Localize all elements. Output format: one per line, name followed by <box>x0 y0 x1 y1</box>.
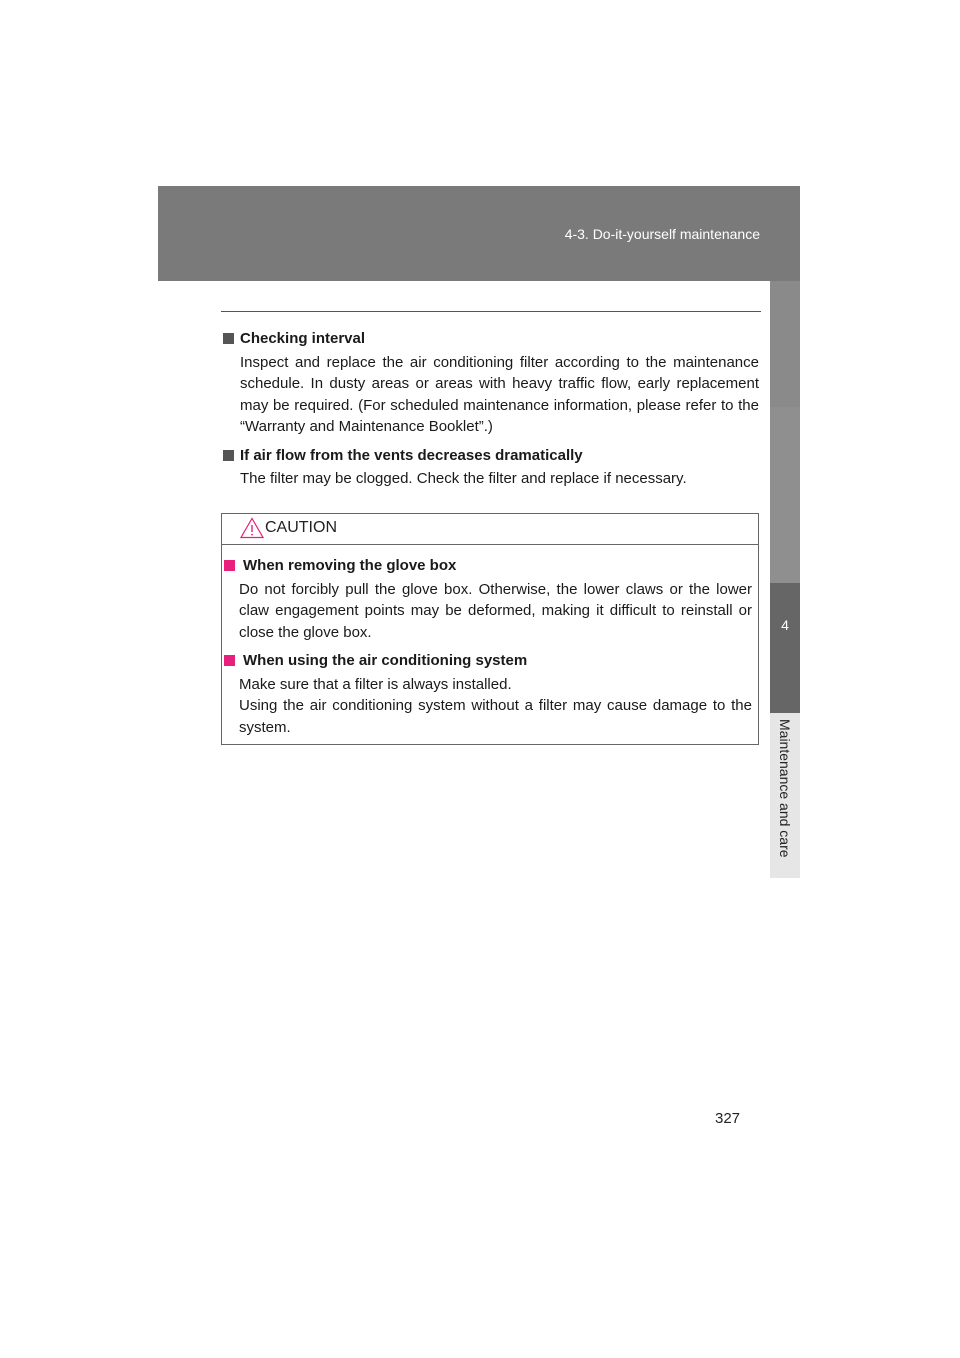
section-paragraph: The filter may be clogged. Check the filter and replace if necessary. <box>240 470 687 487</box>
bullet-square-icon <box>224 655 235 666</box>
caution-header <box>222 514 758 545</box>
section-title: 4-3. Do-it-yourself maintenance <box>564 226 760 242</box>
caution-heading <box>224 650 758 672</box>
warning-triangle-icon <box>240 517 264 539</box>
caution-heading-text: When removing the glove box <box>243 557 457 574</box>
caution-body <box>222 555 758 738</box>
main-content <box>223 328 759 497</box>
caution-box <box>221 513 759 745</box>
caution-heading-text: When using the air conditioning system <box>243 652 528 669</box>
caution-line: Using the air conditioning system without a filter may cause damage to the system. <box>239 697 752 736</box>
header-band <box>158 186 800 281</box>
section-heading-text: Checking interval <box>240 330 366 347</box>
caution-paragraph <box>224 674 758 739</box>
bullet-square-icon <box>223 333 234 344</box>
caution-line: Make sure that a filter is always installed. <box>239 675 512 693</box>
side-tab-middle <box>770 407 800 583</box>
chapter-title-tab <box>770 713 800 878</box>
section-heading <box>223 328 759 350</box>
section-heading-text: If air flow from the vents decreases dramatically <box>240 446 583 464</box>
chapter-number-tab <box>770 583 800 713</box>
bullet-square-icon <box>223 450 234 461</box>
caution-title: CAUTION <box>265 519 337 536</box>
caution-heading <box>224 555 758 577</box>
bullet-square-icon <box>224 560 235 571</box>
chapter-title: Maintenance and care <box>777 719 793 858</box>
caution-paragraph: Do not forcibly pull the glove box. Otherwise, the lower claws or the lower claw engagement points may be deformed, making it difficult to reinstall or close the glove box. <box>239 580 752 641</box>
top-rule <box>221 311 761 312</box>
section-heading <box>223 445 759 467</box>
side-tab-upper <box>770 281 800 407</box>
chapter-number: 4 <box>781 617 789 633</box>
page-number: 327 <box>715 1110 741 1127</box>
section-paragraph: Inspect and replace the air conditioning filter according to the maintenance schedule. In dusty areas or areas with heavy traffic flow, early replacement may be required. (For scheduled maintenance information, please refer to the “Warranty and Maintenance Booklet”.) <box>240 353 759 435</box>
